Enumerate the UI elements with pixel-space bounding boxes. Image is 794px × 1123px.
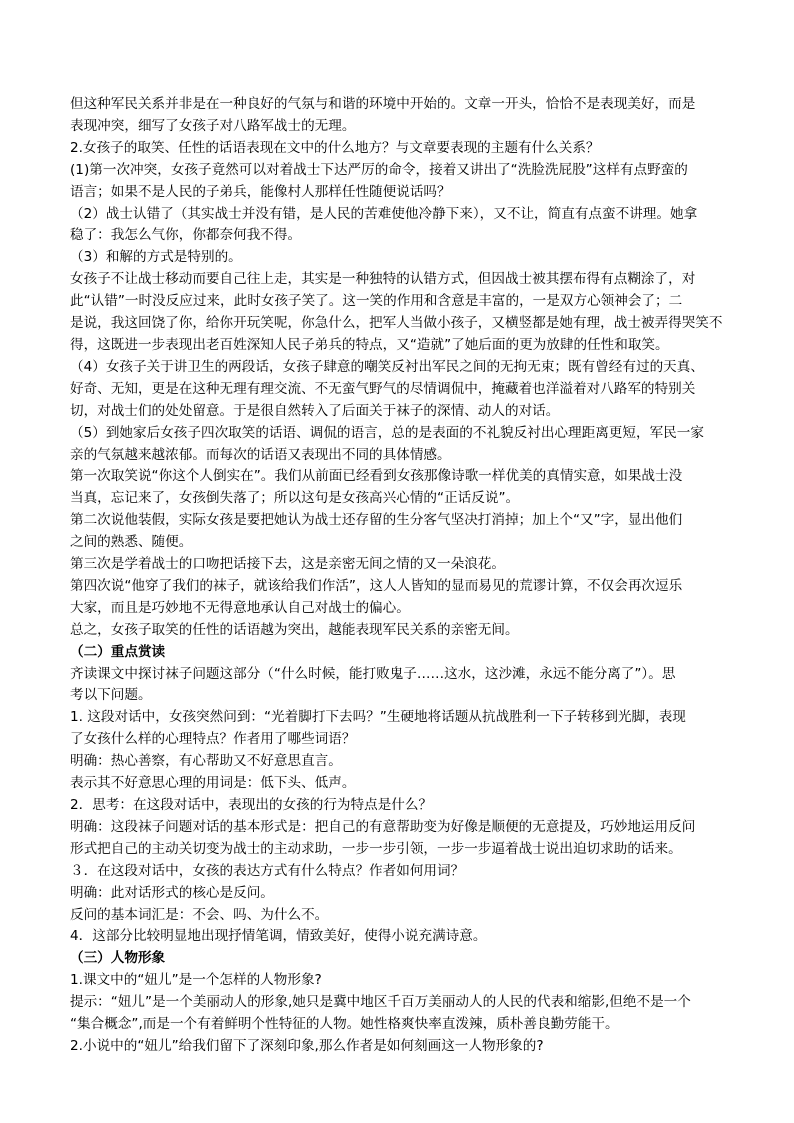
question-line: 1. 这段对话中，女孩突然问到：“光着脚打下去吗？”生硬地将话题从抗战胜利一下子转移到光脚，表现: [70, 709, 686, 726]
text-line: 考以下问题。: [70, 687, 152, 704]
question-line: ３．在这段对话中，女孩的表达方式有什么特点？作者如何用词？: [70, 862, 465, 879]
text-line: (1)第一次冲突，女孩子竟然可以对着战士下达严厉的命令，接着又讲出了“洗脸洗屁股”这样有点野蛮的: [70, 161, 688, 178]
text-line: 语言；如果不是人民的子弟兵，能像村人那样任性随便说话吗？: [70, 183, 451, 200]
text-line: 切，对战士们的处处留意。于是很自然转入了后面关于袜子的深情、动人的对话。: [70, 402, 560, 419]
section-heading: （二）重点赏读: [70, 643, 166, 660]
text-line: 当真，忘记来了，女孩倒失落了；所以这句是女孩高兴心情的“正话反说”。: [70, 490, 520, 507]
text-line: 亲的气氛越来越浓郁。而每次的话语又表现出不同的具体情感。: [70, 446, 451, 463]
text-line: 总之，女孩子取笑的任性的话语越为突出，越能表现军民关系的亲密无间。: [70, 621, 519, 638]
question-line: 2.女孩子的取笑、任性的话语表现在文中的什么地方？与文章要表现的主题有什么关系？: [70, 139, 600, 156]
section-heading: （三）人物形象: [70, 950, 166, 967]
text-line: （2）战士认错了（其实战士并没有错，是人民的苦难使他冷静下来），又不让，简直有点蛮不讲理。她拿: [70, 205, 698, 222]
text-line: 4．这部分比较明显地出现抒情笔调，情致美好，使得小说充满诗意。: [70, 928, 487, 945]
text-line: 此“认错”一时没反应过来，此时女孩子笑了。这一笑的作用和含意是丰富的，一是双方心领神会了；二: [70, 293, 683, 310]
text-line: “集合概念”,而是一个有着鲜明个性特征的人物。她性格爽快率直泼辣，质朴善良勤劳能干。: [70, 1016, 619, 1033]
text-line: 明确：热心善察，有心帮助又不好意思直言。: [70, 753, 342, 770]
text-line: （3）和解的方式是特别的。: [70, 249, 242, 266]
text-line: 女孩子不让战士移动而要自己往上走，其实是一种独特的认错方式，但因战士被其摆布得有点糊涂了，对: [70, 271, 696, 288]
text-line: 第一次取笑说“你这个人倒实在”。我们从前面已经看到女孩那像诗歌一样优美的真情实意，如果战士没: [70, 468, 683, 485]
text-line: 第四次说“他穿了我们的袜子，就该给我们作活”，这人人皆知的显而易见的荒谬计算，不仅会再次逗乐: [70, 577, 683, 594]
question-line: 了女孩什么样的心理特点？作者用了哪些词语？: [70, 731, 356, 748]
text-line: 表现冲突，细写了女孩子对八路军战士的无理。: [70, 117, 356, 134]
question-line: 2．思考：在这段对话中，表现出的女孩的行为特点是什么？: [70, 797, 433, 813]
text-line: 表示其不好意思心理的用词是：低下头、低声。: [70, 775, 356, 792]
text-line: 形式把自己的主动关切变为战士的主动求助，一步一步引领，一步一步逼着战士说出迫切求助的话来。: [70, 840, 682, 857]
text-line: 得，这既进一步表现出老百姓深知人民子弟兵的特点，又“造就”了她后面的更为放肆的任性和取笑。: [70, 336, 669, 353]
text-line: 第二次说他装假，实际女孩是要把她认为战士还存留的生分客气坚决打消掉；加上个“又”字，显出他们: [70, 512, 683, 529]
text-line: （5）到她家后女孩子四次取笑的话语、调侃的语言，总的是表面的不礼貌反衬出心理距离更短，军民一家: [70, 424, 704, 441]
text-line: 齐读课文中探讨袜子问题这部分（“什么时候，能打败鬼子……这水，这沙滩，永远不能分离了”）。思: [70, 665, 676, 682]
text-line: 提示：“妞儿”是一个美丽动人的形象,她只是冀中地区千百万美丽动人的人民的代表和缩影,但绝不是一个: [70, 994, 691, 1011]
text-line: （4）女孩子关于讲卫生的两段话，女孩子肆意的嘲笑反衬出军民之间的无拘无束；既有曾经有过的天真、: [70, 358, 704, 375]
document-page: [70, 94, 730, 1058]
text-line: 好奇、无知，更是在这种无理有理交流、不无蛮气野气的尽情调侃中，掩藏着也洋溢着对八路军的特别关: [70, 380, 696, 397]
text-line: 稳了：我怎么气你，你都奈何我不得。: [70, 227, 302, 244]
text-line: 是说，我这回饶了你，给你开玩笑呢，你急什么，把军人当做小孩子，又横竖都是她有理，战士被弄得哭笑不: [70, 315, 723, 332]
text-line: 但这种军民关系并非是在一种良好的气氛与和谐的环境中开始的。文章一开头，恰恰不是表现美好，而是: [70, 96, 696, 112]
text-line: 之间的熟悉、随便。: [70, 534, 193, 551]
question-line: 1.课文中的“妞儿”是一个怎样的人物形象?: [70, 972, 322, 989]
text-line: 第三次是学着战士的口吻把话接下去，这是亲密无间之情的又一朵浪花。: [70, 556, 505, 573]
question-line: 2.小说中的“妞儿”给我们留下了深刻印象,那么作者是如何刻画这一人物形象的?: [70, 1037, 544, 1054]
text-line: 大家，而且是巧妙地不无得意地承认自己对战士的偏心。: [70, 599, 410, 616]
text-line: 明确：这段袜子问题对话的基本形式是：把自己的有意帮助变为好像是顺便的无意提及，巧妙地运用反问: [70, 818, 696, 835]
text-line: 明确：此对话形式的核心是反问。: [70, 884, 274, 901]
text-line: 反问的基本词汇是：不会、吗、为什么不。: [70, 906, 329, 923]
